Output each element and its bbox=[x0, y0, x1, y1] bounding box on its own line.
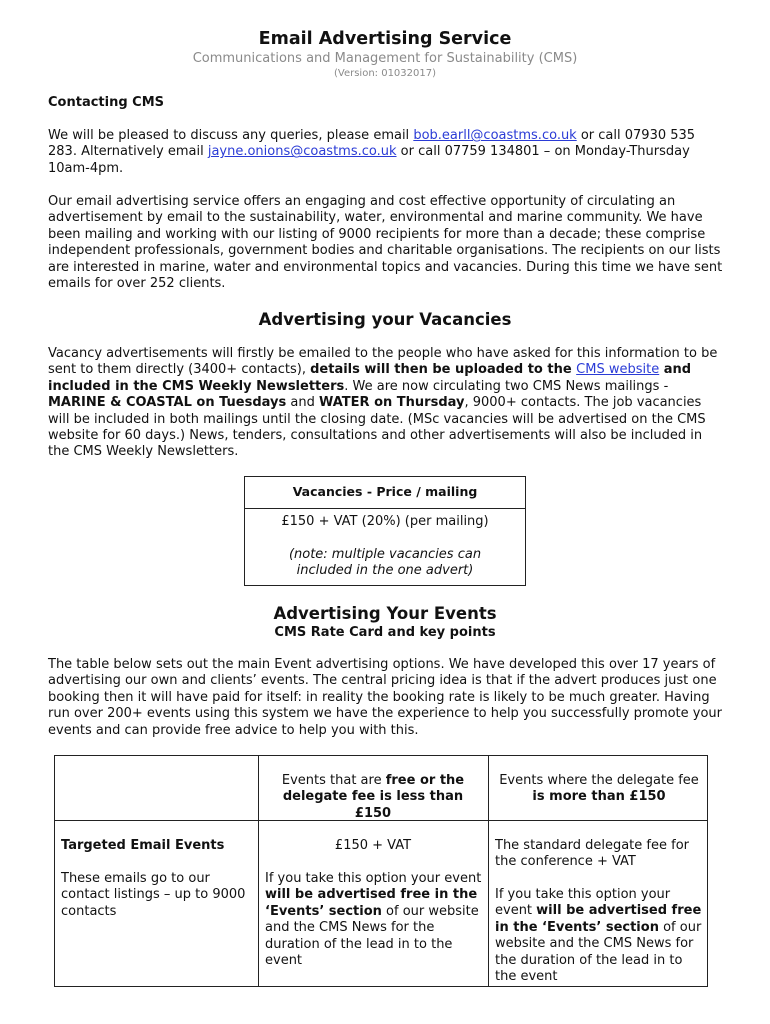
table-col-divider-2 bbox=[488, 755, 489, 987]
version-label: (Version: 01032017) bbox=[333, 68, 437, 79]
price-box-header: Vacancies - Price / mailing bbox=[292, 484, 478, 499]
events-subheading: CMS Rate Card and key points bbox=[274, 625, 496, 640]
vacancies-text-4: , 9000+ contacts. The job vacancies will be included in both mailings until the closing date. (MSc vacancies will be advertised on the CMS website for 60 days.) News, tenders, consultations and other advertisements will also be included in the CMS Weekly Newsletters. bbox=[48, 395, 706, 460]
events-heading: Advertising Your Events bbox=[273, 604, 497, 623]
vacancies-text-2: . We are now circulating two CMS News mailings - bbox=[344, 378, 669, 394]
table-header-col3 bbox=[496, 773, 702, 806]
table-header-col2 bbox=[264, 773, 482, 822]
col3-bold: is more than £150 bbox=[532, 789, 666, 805]
price-box-price: £150 + VAT (20%) (per mailing) bbox=[281, 514, 489, 529]
row1-col2-bold: will be advertised free in the ‘Events’ section bbox=[265, 887, 478, 919]
events-paragraph: The table below sets out the main Event advertising options. We have developed this over 17 years of advertising our own and clients’ events. The central pricing idea is that if the advert produces just one booking then it will have paid for itself: in reality the booking rate is likely to be much greater. Having run over 200+ events using this system we have the experience to help you successfully promote your events and can provide free advice to help you with this. bbox=[48, 657, 723, 738]
row1-description: These emails go to our contact listings – up to 9000 contacts bbox=[61, 871, 246, 919]
row1-col3-text bbox=[495, 887, 702, 985]
row1-col2-price: £150 + VAT bbox=[334, 838, 412, 853]
col3-text: Events where the delegate fee bbox=[499, 773, 699, 788]
col2-text: Events that are bbox=[281, 773, 386, 788]
contacting-heading: Contacting CMS bbox=[48, 95, 165, 110]
vacancies-bold-3: MARINE & COASTAL on Tuesdays bbox=[48, 395, 287, 411]
vacancies-heading: Advertising your Vacancies bbox=[258, 310, 512, 329]
row1-col3-text-1: If you take this option your event bbox=[495, 887, 671, 919]
row1-col3-text-2: of our website and the CMS News for the duration of the lead in to the event bbox=[495, 919, 702, 985]
row1-col2-text-1: If you take this option your event bbox=[265, 871, 482, 886]
contacting-text-2: or call 07930 535 283. Alternatively email bbox=[48, 128, 696, 160]
vacancies-bold-4: WATER on Thursday bbox=[318, 395, 465, 411]
row1-col3-price: The standard delegate fee for the conference + VAT bbox=[495, 838, 689, 870]
table-col-divider-1 bbox=[258, 755, 259, 987]
email-link-bob[interactable]: bob.earll@coastms.co.uk bbox=[413, 128, 577, 143]
row1-col2-text-2: of our website and the CMS News for the duration of the lead in to the event bbox=[265, 903, 479, 969]
subtitle: Communications and Management for Sustainability (CMS) bbox=[192, 51, 578, 66]
vacancies-bold-1: details will then be uploaded to the bbox=[310, 362, 577, 378]
vacancies-bold-2: and included in the CMS Weekly Newsletters bbox=[48, 362, 692, 394]
page-title: Email Advertising Service bbox=[258, 29, 512, 49]
contacting-paragraph bbox=[48, 128, 724, 177]
row1-col3-bold: will be advertised free in the ‘Events’ section bbox=[495, 903, 702, 935]
vacancies-text-1: Vacancy advertisements will firstly be emailed to the people who have asked for this information to be sent to them directly (3400+ contacts), bbox=[48, 346, 718, 378]
intro-paragraph: Our email advertising service offers an engaging and cost effective opportunity of circulating an advertisement by email to the sustainability, water, environmental and marine community. We have been mailing and working with our listing of 9000 recipients for more than a decade; these comprise independent professionals, government bodies and charitable organisations. The recipients on our lists are interested in marine, water and environmental topics and vacancies. During this time we have sent emails for over 252 clients. bbox=[48, 194, 723, 292]
row1-col2-text bbox=[265, 871, 483, 969]
row1-title: Targeted Email Events bbox=[61, 838, 225, 853]
vacancies-text-3: and bbox=[286, 395, 319, 411]
contacting-text-1: We will be pleased to discuss any queries, please email bbox=[48, 128, 414, 143]
email-link-jayne[interactable]: jayne.onions@coastms.co.uk bbox=[207, 144, 397, 160]
contacting-text-3: or call 07759 134801 – on Monday-Thursday 10am-4pm. bbox=[48, 144, 690, 176]
price-box-note: (note: multiple vacancies can included in the one advert) bbox=[288, 547, 482, 579]
col2-bold-1: free or the bbox=[385, 773, 465, 788]
col2-bold-2: delegate fee is less than £150 bbox=[282, 789, 464, 821]
cms-website-link[interactable]: CMS website bbox=[576, 362, 660, 378]
vacancies-paragraph bbox=[48, 346, 724, 461]
price-box-divider bbox=[244, 508, 526, 509]
